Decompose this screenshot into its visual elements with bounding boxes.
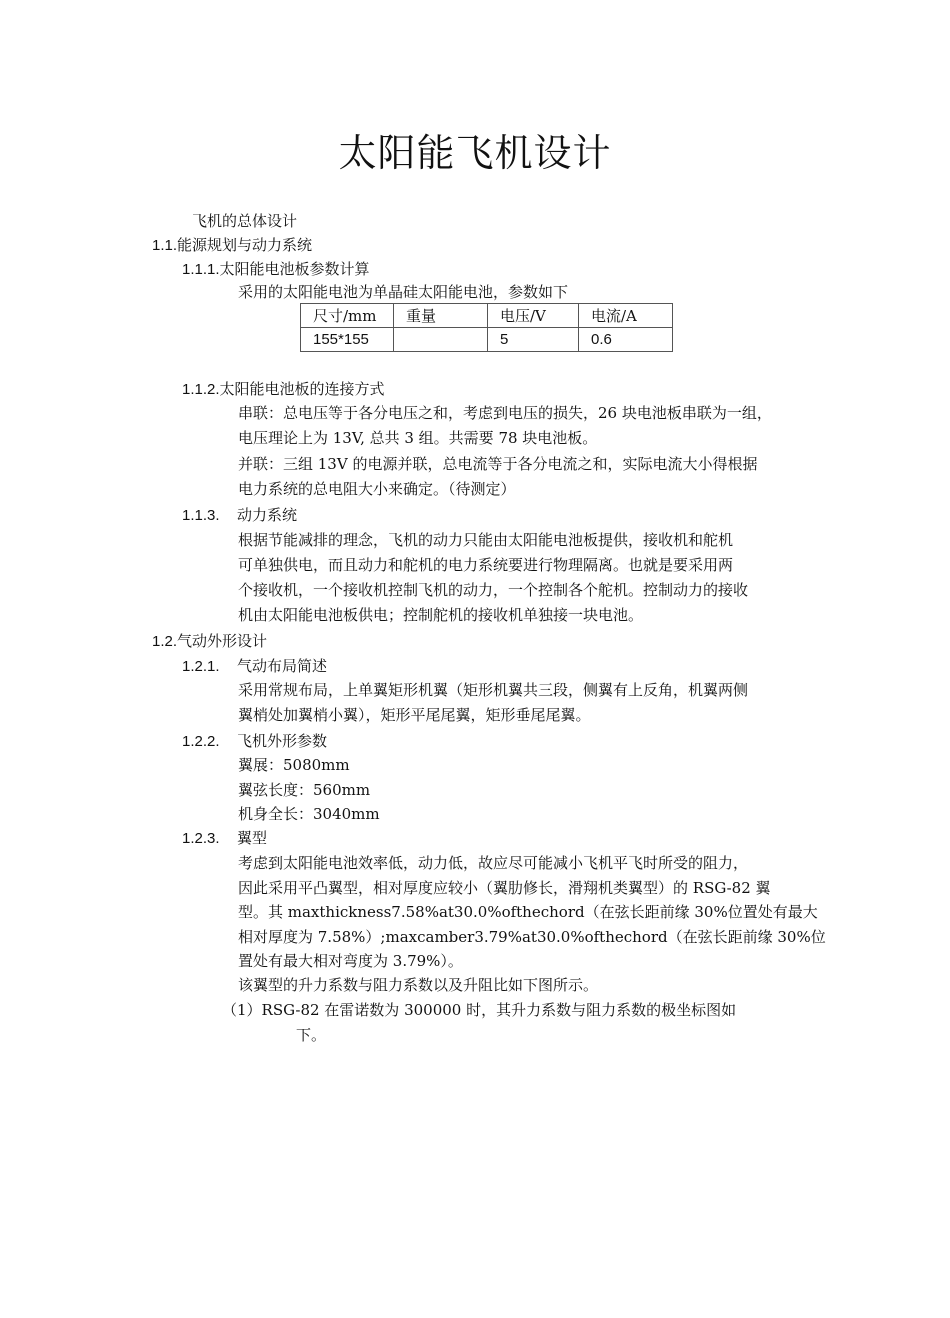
solar-cell-intro: 采用的太阳能电池为单晶硅太阳能电池，参数如下: [238, 283, 569, 301]
table-cell: 5: [488, 328, 579, 352]
airfoil-paragraph-line: 型。其 maxthickness7.58%at30.0%ofthechord（在弦长距前缘 30%位置处有最大: [238, 903, 818, 921]
section-title: 能源规划与动力系统: [177, 236, 313, 254]
section-number: 1.1.1.: [182, 261, 220, 278]
series-paragraph-line: 串联：总电压等于各分电压之和，考虑到电压的损失，26 块电池板串联为一组，: [238, 404, 772, 422]
section-title: 气动布局简述: [237, 657, 328, 675]
section-number: 1.2.: [152, 633, 178, 650]
section-title: 太阳能电池板的连接方式: [219, 380, 385, 398]
section-title: 动力系统: [237, 506, 298, 524]
intro-heading: 飞机的总体设计: [192, 212, 298, 230]
table-header-cell: 重量: [394, 304, 488, 328]
power-paragraph-line: 机由太阳能电池板供电；控制舵机的接收机单独接一块电池。: [238, 606, 644, 624]
layout-paragraph-line: 翼梢处加翼梢小翼），矩形平尾尾翼，矩形垂尾尾翼。: [238, 706, 591, 724]
section-number: 1.2.1.: [182, 658, 220, 675]
section-number: 1.2.2.: [182, 733, 220, 750]
table-header-cell: 电流/A: [579, 304, 673, 328]
section-number: 1.2.3.: [182, 830, 220, 847]
section-title: 飞机外形参数: [237, 732, 328, 750]
solar-cell-param-table: [300, 303, 673, 352]
table-cell: [394, 328, 488, 352]
series-paragraph-line: 电压理论上为 13V, 总共 3 组。共需要 78 块电池板。: [238, 429, 598, 447]
table-cell: 0.6: [579, 328, 673, 352]
section-1-1-2-heading: [182, 379, 385, 400]
parallel-paragraph-line: 并联：三组 13V 的电源并联，总电流等于各分电流之和，实际电流大小得根据: [238, 455, 758, 473]
table-header-row: [301, 304, 673, 328]
section-1-1-1-heading: [182, 259, 370, 280]
airfoil-paragraph-line: 相对厚度为 7.58%）;maxcamber3.79%at30.0%ofthechord（在弦长距前缘 30%位: [238, 928, 826, 946]
section-1-2-2-heading: [182, 731, 327, 752]
section-number: 1.1.2.: [182, 381, 220, 398]
table-row: [301, 328, 673, 352]
section-title: 太阳能电池板参数计算: [219, 260, 370, 278]
section-title: 翼型: [237, 829, 268, 847]
fuselage-length-value: 机身全长：3040mm: [238, 805, 380, 823]
table-header-cell: 尺寸/mm: [301, 304, 394, 328]
section-1-2-1-heading: [182, 656, 327, 677]
layout-paragraph-line: 采用常规布局，上单翼矩形机翼（矩形机翼共三段，侧翼有上反角，机翼两侧: [238, 681, 749, 699]
section-number: 1.1.3.: [182, 507, 220, 524]
section-number: 1.1.: [152, 237, 178, 254]
list-item-1-line: 下。: [296, 1026, 327, 1044]
section-1-1-3-heading: [182, 505, 297, 526]
airfoil-paragraph-line: 置处有最大相对弯度为 3.79%）。: [238, 952, 463, 970]
section-1-2-3-heading: [182, 828, 267, 849]
section-title: 气动外形设计: [177, 632, 268, 650]
airfoil-paragraph-line: 该翼型的升力系数与阻力系数以及升阻比如下图所示。: [238, 976, 599, 994]
wingspan-value: 翼展：5080mm: [238, 756, 350, 774]
airfoil-paragraph-line: 考虑到太阳能电池效率低，动力低，故应尽可能减小飞机平飞时所受的阻力，: [238, 854, 749, 872]
power-paragraph-line: 可单独供电，而且动力和舵机的电力系统要进行物理隔离。也就是要采用两: [238, 556, 734, 574]
parallel-paragraph-line: 电力系统的总电阻大小来确定。（待测定）: [238, 480, 516, 498]
table-cell: 155*155: [301, 328, 394, 352]
chord-length-value: 翼弦长度：560mm: [238, 781, 371, 799]
power-paragraph-line: 个接收机，一个接收机控制飞机的动力，一个控制各个舵机。控制动力的接收: [238, 581, 749, 599]
section-1-1-heading: [152, 235, 312, 256]
airfoil-paragraph-line: 因此采用平凸翼型，相对厚度应较小（翼肋修长，滑翔机类翼型）的 RSG-82 翼: [238, 879, 771, 897]
list-item-1-line: （1）RSG-82 在雷诺数为 300000 时，其升力系数与阻力系数的极坐标图如: [222, 1001, 737, 1019]
section-1-2-heading: [152, 631, 267, 652]
table-header-cell: 电压/V: [488, 304, 579, 328]
power-paragraph-line: 根据节能减排的理念，飞机的动力只能由太阳能电池板提供，接收机和舵机: [238, 531, 734, 549]
document-title: 太阳能飞机设计: [338, 131, 612, 175]
